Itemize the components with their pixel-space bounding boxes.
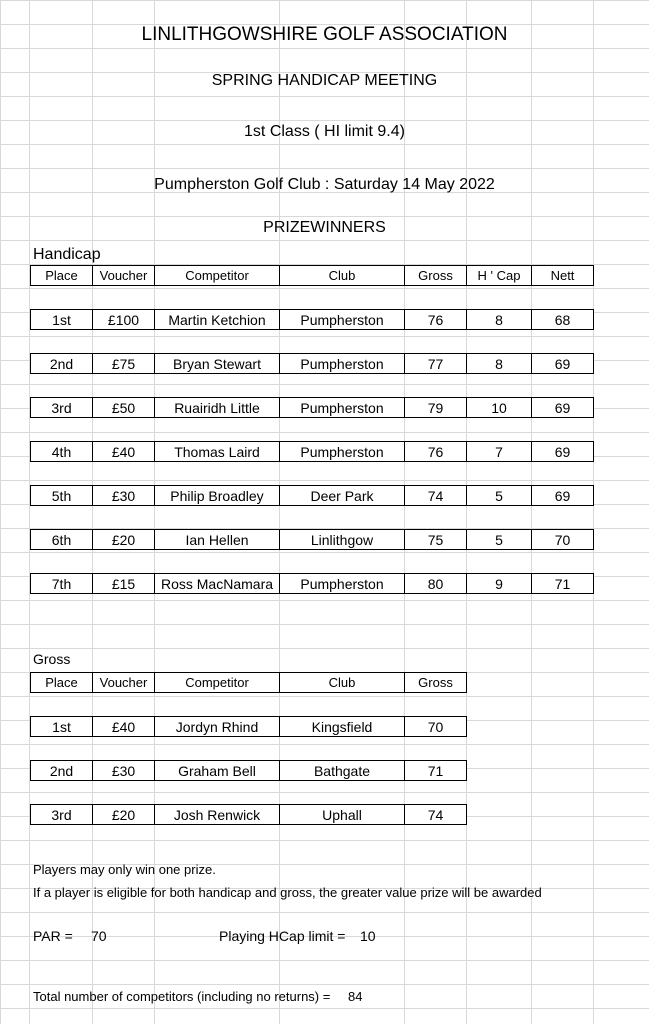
handicap-header-row: [31, 266, 594, 286]
cell-nett: 69: [532, 442, 594, 462]
cell-voucher: £40: [93, 442, 155, 462]
note-greater-prize: If a player is eligible for both handicap and gross, the greater value prize will be awarded: [33, 885, 542, 900]
spacer-row: [31, 462, 594, 486]
par-label: PAR =: [33, 928, 73, 944]
note-one-prize: Players may only win one prize.: [33, 862, 216, 877]
column-header-club: Club: [280, 673, 405, 693]
spacer-row: [31, 550, 594, 574]
column-header-voucher: Voucher: [93, 266, 155, 286]
cell-gross: 74: [405, 805, 467, 825]
cell-club: Bathgate: [280, 761, 405, 781]
cell-place: 6th: [31, 530, 93, 550]
table-row: [31, 530, 594, 550]
cell-club: Kingsfield: [280, 717, 405, 737]
cell-hcap: 7: [467, 442, 532, 462]
spacer-row: [31, 737, 467, 761]
cell-club: Pumpherston: [280, 442, 405, 462]
spacer-row: [31, 286, 594, 310]
column-header-place: Place: [31, 673, 93, 693]
cell-club: Uphall: [280, 805, 405, 825]
cell-place: 3rd: [31, 398, 93, 418]
total-competitors-label: Total number of competitors (including no returns) =: [33, 989, 331, 1004]
spacer-row: [31, 781, 467, 805]
cell-competitor: Jordyn Rhind: [155, 717, 280, 737]
table-row: [31, 486, 594, 506]
gross-results-table: [30, 672, 467, 825]
column-header-competitor: Competitor: [155, 266, 280, 286]
table-row: [31, 574, 594, 594]
cell-hcap: 9: [467, 574, 532, 594]
cell-gross: 71: [405, 761, 467, 781]
hcap-limit-value: 10: [360, 928, 376, 944]
cell-voucher: £30: [93, 761, 155, 781]
cell-club: Linlithgow: [280, 530, 405, 550]
cell-gross: 76: [405, 442, 467, 462]
spacer-row: [31, 374, 594, 398]
cell-hcap: 5: [467, 530, 532, 550]
cell-place: 1st: [31, 717, 93, 737]
cell-club: Pumpherston: [280, 398, 405, 418]
table-row: [31, 761, 467, 781]
table-row: [31, 717, 467, 737]
cell-place: 2nd: [31, 354, 93, 374]
cell-competitor: Josh Renwick: [155, 805, 280, 825]
column-header-club: Club: [280, 266, 405, 286]
cell-nett: 71: [532, 574, 594, 594]
cell-competitor: Philip Broadley: [155, 486, 280, 506]
cell-voucher: £20: [93, 805, 155, 825]
cell-hcap: 8: [467, 354, 532, 374]
cell-gross: 77: [405, 354, 467, 374]
cell-voucher: £20: [93, 530, 155, 550]
cell-nett: 69: [532, 398, 594, 418]
cell-nett: 69: [532, 354, 594, 374]
table-row: [31, 398, 594, 418]
table-row: [31, 805, 467, 825]
cell-gross: 80: [405, 574, 467, 594]
cell-hcap: 10: [467, 398, 532, 418]
cell-club: Pumpherston: [280, 354, 405, 374]
cell-voucher: £40: [93, 717, 155, 737]
table-row: [31, 354, 594, 374]
column-header-hcap: H ' Cap: [467, 266, 532, 286]
cell-place: 7th: [31, 574, 93, 594]
cell-club: Pumpherston: [280, 310, 405, 330]
prizewinners-heading: PRIZEWINNERS: [263, 219, 386, 236]
cell-hcap: 8: [467, 310, 532, 330]
association-title: LINLITHGOWSHIRE GOLF ASSOCIATION: [141, 24, 508, 45]
column-header-gross: Gross: [405, 266, 467, 286]
cell-gross: 74: [405, 486, 467, 506]
total-competitors-value: 84: [348, 989, 363, 1004]
cell-competitor: Bryan Stewart: [155, 354, 280, 374]
cell-club: Pumpherston: [280, 574, 405, 594]
cell-place: 2nd: [31, 761, 93, 781]
meeting-title: SPRING HANDICAP MEETING: [211, 72, 438, 89]
cell-nett: 69: [532, 486, 594, 506]
cell-place: 4th: [31, 442, 93, 462]
column-header-competitor: Competitor: [155, 673, 280, 693]
cell-competitor: Thomas Laird: [155, 442, 280, 462]
column-header-place: Place: [31, 266, 93, 286]
gross-header-row: [31, 673, 467, 693]
venue-line: Pumpherston Golf Club : Saturday 14 May 2022: [154, 176, 495, 193]
cell-gross: 75: [405, 530, 467, 550]
cell-hcap: 5: [467, 486, 532, 506]
cell-nett: 68: [532, 310, 594, 330]
hcap-limit-label: Playing HCap limit =: [219, 928, 346, 944]
cell-voucher: £100: [93, 310, 155, 330]
spacer-row: [31, 506, 594, 530]
cell-competitor: Martin Ketchion: [155, 310, 280, 330]
table-row: [31, 310, 594, 330]
cell-voucher: £50: [93, 398, 155, 418]
cell-nett: 70: [532, 530, 594, 550]
cell-place: 3rd: [31, 805, 93, 825]
cell-voucher: £15: [93, 574, 155, 594]
class-line: 1st Class ( HI limit 9.4): [244, 123, 405, 140]
column-header-nett: Nett: [532, 266, 594, 286]
cell-competitor: Ruairidh Little: [155, 398, 280, 418]
spacer-row: [31, 330, 594, 354]
cell-competitor: Ross MacNamara: [155, 574, 280, 594]
cell-competitor: Ian Hellen: [155, 530, 280, 550]
column-header-gross: Gross: [405, 673, 467, 693]
cell-place: 1st: [31, 310, 93, 330]
cell-gross: 76: [405, 310, 467, 330]
cell-voucher: £75: [93, 354, 155, 374]
handicap-section-label: Handicap: [33, 246, 101, 263]
cell-gross: 70: [405, 717, 467, 737]
par-value: 70: [91, 928, 107, 944]
cell-gross: 79: [405, 398, 467, 418]
cell-competitor: Graham Bell: [155, 761, 280, 781]
cell-voucher: £30: [93, 486, 155, 506]
cell-place: 5th: [31, 486, 93, 506]
column-header-voucher: Voucher: [93, 673, 155, 693]
table-row: [31, 442, 594, 462]
handicap-results-table: [30, 265, 594, 594]
spacer-row: [31, 693, 467, 717]
gross-section-label: Gross: [33, 651, 71, 667]
spacer-row: [31, 418, 594, 442]
cell-club: Deer Park: [280, 486, 405, 506]
